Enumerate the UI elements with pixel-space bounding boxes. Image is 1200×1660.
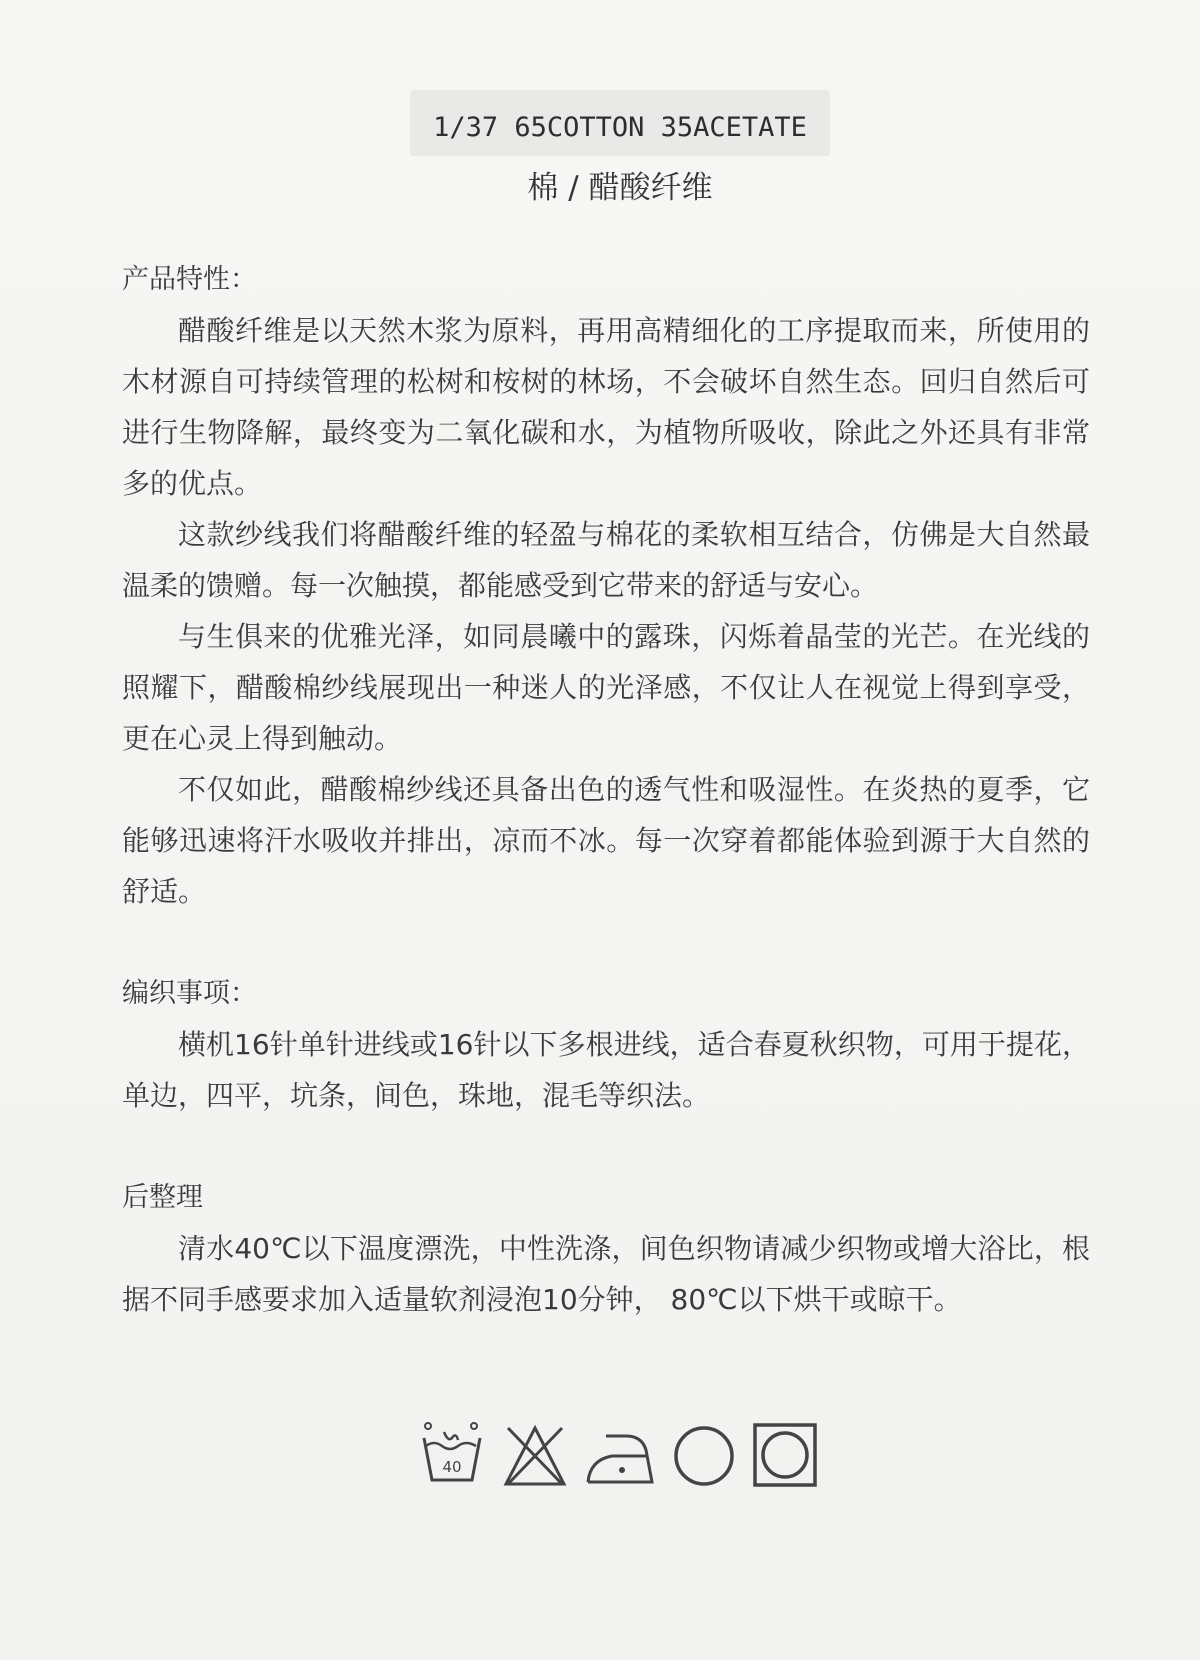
- features-paragraph: 与生俱来的优雅光泽，如同晨曦中的露珠，闪烁着晶莹的光芒。在光线的照耀下，醋酸棉纱线展现出一种迷人的光泽感，不仅让人在视觉上得到享受，更在心灵上得到触动。: [122, 620, 1090, 755]
- document-body: [122, 254, 1090, 1325]
- features-paragraph: 醋酸纤维是以天然木浆为原料，再用高精细化的工序提取而来，所使用的木材源自可持续管理的松树和桉树的林场，不会破坏自然生态。回归自然后可进行生物降解，最终变为二氧化碳和水，为植物所吸收，除此之外还具有非常多的优点。: [122, 314, 1090, 500]
- knitting-paragraph: 横机16针单针进线或16针以下多根进线，适合春夏秋织物，可用于提花，单边，四平，坑条，间色，珠地，混毛等织法。: [122, 1028, 1090, 1112]
- finishing-section: [122, 1172, 1090, 1325]
- yarn-code: 1/37 65COTTON 35ACETATE: [433, 112, 807, 143]
- features-paragraph: 这款纱线我们将醋酸纤维的轻盈与棉花的柔软相互结合，仿佛是大自然最温柔的馈赠。每一次触摸，都能感受到它带来的舒适与安心。: [122, 518, 1090, 602]
- finishing-paragraph: 清水40℃以下温度漂洗，中性洗涤，间色织物请减少织物或增大浴比，根据不同手感要求加入适量软剂浸泡10分钟， 80℃以下烘干或晾干。: [122, 1232, 1090, 1316]
- features-section: [122, 254, 1090, 917]
- tumble-dry-icon: [752, 1422, 818, 1488]
- features-title: 产品特性：: [122, 264, 257, 295]
- features-paragraph: 不仅如此，醋酸棉纱线还具备出色的透气性和吸湿性。在炎热的夏季，它能够迅速将汗水吸收并排出，凉而不冰。每一次穿着都能体验到源于大自然的舒适。: [122, 773, 1090, 908]
- yarn-name: 棉 / 醋酸纤维: [527, 170, 713, 206]
- finishing-title: 后整理: [122, 1182, 203, 1213]
- do-not-bleach-icon: [502, 1422, 568, 1488]
- hand-wash-40-icon: [418, 1418, 486, 1488]
- section-spacer: [122, 917, 1090, 968]
- care-symbols: [418, 1418, 808, 1488]
- knitting-title: 编织事项：: [122, 978, 257, 1009]
- dry-clean-icon: [672, 1424, 736, 1488]
- knitting-section: [122, 968, 1090, 1121]
- iron-low-icon: [584, 1428, 656, 1488]
- section-spacer: [122, 1121, 1090, 1172]
- wash-temp-label: 40: [442, 1458, 462, 1476]
